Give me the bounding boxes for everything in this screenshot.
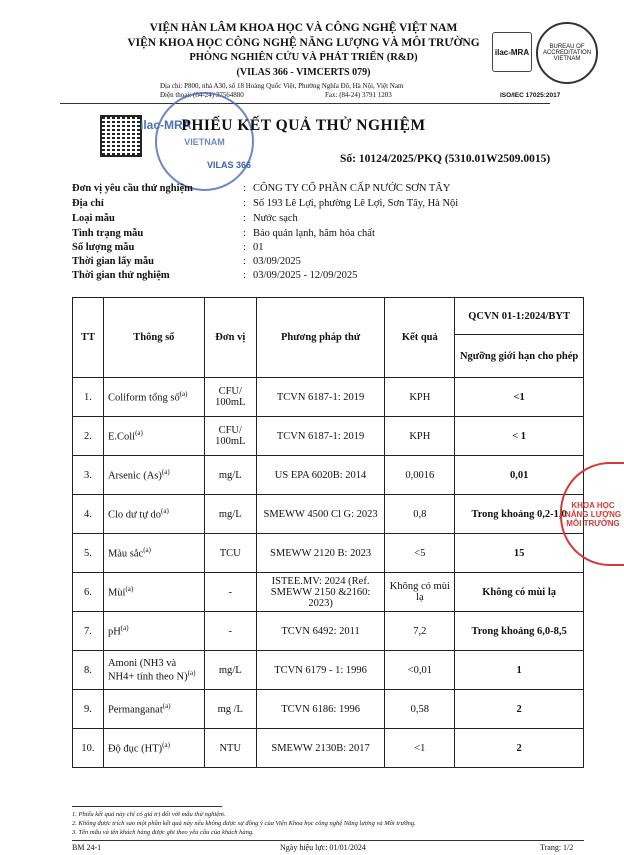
row-parameter: $pH^{(a)}$ — [103, 612, 204, 651]
header-institute: VIỆN KHOA HỌC CÔNG NGHỆ NĂNG LƯỢNG VÀ MÔI TRƯỜNG — [127, 37, 480, 49]
row-unit: - — [204, 612, 256, 651]
info-label: Loại mẫu — [72, 213, 115, 224]
page-number: Trang: 1/2 — [540, 843, 574, 852]
row-number: 6. — [73, 573, 104, 612]
row-limit: 15 — [455, 534, 584, 573]
header-fax: Fax: (84-24) 3791 1203 — [325, 91, 392, 99]
row-method: TCVN 6187-1: 2019 — [256, 417, 385, 456]
row-limit: Không có mùi lạ — [455, 573, 584, 612]
row-result: <5 — [385, 534, 455, 573]
row-unit: mg /L — [204, 690, 256, 729]
row-unit: mg/L — [204, 651, 256, 690]
table-row — [73, 378, 584, 417]
info-label: Địa chỉ — [72, 198, 104, 209]
results-table — [72, 297, 584, 768]
row-unit: - — [204, 573, 256, 612]
row-result: 0,0016 — [385, 456, 455, 495]
row-method: TCVN 6187-1: 2019 — [256, 378, 385, 417]
header-divider — [60, 103, 550, 104]
row-limit: 2 — [455, 690, 584, 729]
header-method: Phương pháp thử — [256, 298, 385, 378]
row-result: Không có mùi lạ — [385, 573, 455, 612]
row-number: 1. — [73, 378, 104, 417]
row-parameter: E.Coli$^{(a)}$ — [103, 417, 204, 456]
row-parameter: Arsenic $(As)^{(a)}$ — [103, 456, 204, 495]
table-row — [73, 495, 584, 534]
company-stamp-icon: KHOA HỌC NĂNG LƯỢNG MÔI TRƯỜNG — [560, 462, 624, 566]
row-method: TCVN 6186: 1996 — [256, 690, 385, 729]
row-limit: <1 — [455, 378, 584, 417]
page-title: PHIẾU KẾT QUẢ THỬ NGHIỆM — [181, 117, 426, 134]
header-limit: Ngưỡng giới hạn cho phép — [455, 335, 584, 378]
row-result: KPH — [385, 417, 455, 456]
row-method: TCVN 6179 - 1: 1996 — [256, 651, 385, 690]
row-method: SMEWW 2130B: 2017 — [256, 729, 385, 768]
header-accreditation: (VILAS 366 - VIMCERTS 079) — [236, 67, 371, 78]
header-address: Địa chỉ: P800, nhà A30, số 18 Hoàng Quốc Việt, Phường Nghĩa Đô, Hà Nội, Việt Nam — [160, 82, 404, 90]
row-number: 7. — [73, 612, 104, 651]
row-limit: 1 — [455, 651, 584, 690]
footer-divider — [72, 840, 584, 841]
row-parameter: Mùi$^{(a)}$ — [103, 573, 204, 612]
header-unit: Đơn vị — [204, 298, 256, 378]
table-row — [73, 651, 584, 690]
info-label: Đơn vị yêu cầu thử nghiệm — [72, 183, 193, 194]
row-number: 5. — [73, 534, 104, 573]
info-value: 01 — [253, 242, 264, 253]
row-method: SMEWW 2120 B: 2023 — [256, 534, 385, 573]
header-tt: TT — [73, 298, 104, 378]
header-param: Thông số — [103, 298, 204, 378]
row-number: 10. — [73, 729, 104, 768]
effective-date: Ngày hiệu lực: 01/01/2024 — [280, 843, 366, 852]
header-academy: VIỆN HÀN LÂM KHOA HỌC VÀ CÔNG NGHỆ VIỆT NAM — [149, 22, 458, 34]
row-parameter: Clo dư tự $do^{(a)}$ — [103, 495, 204, 534]
info-value: 03/09/2025 - 12/09/2025 — [253, 270, 358, 281]
row-number: 2. — [73, 417, 104, 456]
report-number: Số: 10124/2025/PKQ (5310.01W2509.0015) — [340, 153, 551, 165]
table-row — [73, 456, 584, 495]
note-item: 3. Tên mẫu và tên khách hàng được ghi theo yêu cầu của khách hàng. — [72, 829, 254, 836]
row-unit: TCU — [204, 534, 256, 573]
row-method: ISTEE.MV: 2024 (Ref. SMEWW 2150 &2160: 2023) — [256, 573, 385, 612]
info-value: CÔNG TY CỔ PHẦN CẤP NƯỚC SƠN TÂY — [253, 183, 451, 194]
row-parameter: Coliform tổng số$^{(a)}$ — [103, 378, 204, 417]
table-row — [73, 417, 584, 456]
header-standard: QCVN 01-1:2024/BYT — [455, 298, 584, 335]
row-number: 8. — [73, 651, 104, 690]
table-row — [73, 534, 584, 573]
note-item: 2. Không được trích sao một phần kết quả này nếu không được sự đồng ý của Viện Khoa học công nghệ Năng lượng và Môi trường. — [72, 820, 416, 827]
notes-divider — [72, 806, 222, 807]
header-result: Kết quả — [385, 298, 455, 378]
row-limit: 2 — [455, 729, 584, 768]
row-result: <0,01 — [385, 651, 455, 690]
row-result: <1 — [385, 729, 455, 768]
boa-logo: BUREAU OF ACCREDITATION VIETNAM — [536, 22, 598, 84]
info-label: Thời gian thử nghiệm — [72, 270, 170, 281]
row-parameter: Permanganat$^{(a)}$ — [103, 690, 204, 729]
form-code: BM 24-1 — [72, 843, 102, 852]
row-parameter: Độ đục (HT)$^{(a)}$ — [103, 729, 204, 768]
table-row — [73, 729, 584, 768]
row-parameter: Màu sắc$^{(a)}$ — [103, 534, 204, 573]
vilas-seal-icon: VIETNAM — [155, 92, 254, 191]
header-department: PHÒNG NGHIÊN CỨU VÀ PHÁT TRIỂN (R&D) — [189, 52, 418, 63]
row-number: 9. — [73, 690, 104, 729]
row-result: KPH — [385, 378, 455, 417]
row-unit: NTU — [204, 729, 256, 768]
info-label: Tình trạng mẫu — [72, 228, 144, 239]
note-item: 1. Phiếu kết quả này chỉ có giá trị đối với mẫu thử nghiệm. — [72, 811, 226, 818]
info-label: Thời gian lấy mẫu — [72, 256, 154, 267]
row-number: 4. — [73, 495, 104, 534]
row-unit: CFU/ 100mL — [204, 417, 256, 456]
row-result: 0,8 — [385, 495, 455, 534]
row-method: US EPA 6020B: 2014 — [256, 456, 385, 495]
row-limit: Trong khoảng 0,2-1,0 — [455, 495, 584, 534]
row-number: 3. — [73, 456, 104, 495]
row-limit: Trong khoảng 6,0-8,5 — [455, 612, 584, 651]
row-result: 7,2 — [385, 612, 455, 651]
row-method: SMEWW 4500 Cl G: 2023 — [256, 495, 385, 534]
info-value: Nước sạch — [253, 213, 298, 224]
row-limit: < 1 — [455, 417, 584, 456]
row-limit: 0,01 — [455, 456, 584, 495]
info-value: Số 193 Lê Lợi, phường Lê Lợi, Sơn Tây, Hà Nội — [253, 198, 459, 209]
notes — [72, 810, 416, 837]
table-row — [73, 690, 584, 729]
row-result: 0,58 — [385, 690, 455, 729]
table-row — [73, 612, 584, 651]
row-method: TCVN 6492: 2011 — [256, 612, 385, 651]
row-unit: CFU/ 100mL — [204, 378, 256, 417]
info-value: 03/09/2025 — [253, 256, 301, 267]
row-parameter: Amoni (NH3 và NH4+ tính theo N)$^{(a)}$ — [103, 651, 204, 690]
seal-ilac-label: ilac-MRA — [140, 118, 192, 132]
header-phone: Điện thoại: (84-24) 37564880 — [160, 91, 244, 99]
row-unit: mg/L — [204, 456, 256, 495]
row-unit: mg/L — [204, 495, 256, 534]
info-value: Bảo quản lạnh, hãm hóa chất — [253, 228, 375, 239]
seal-vilas-label: VILAS 366 — [207, 160, 252, 170]
info-label: Số lượng mẫu — [72, 242, 135, 253]
table-row — [73, 573, 584, 612]
ilac-mra-logo: ilac-MRA — [492, 32, 532, 72]
iso-label: ISO/IEC 17025:2017 — [500, 92, 561, 99]
